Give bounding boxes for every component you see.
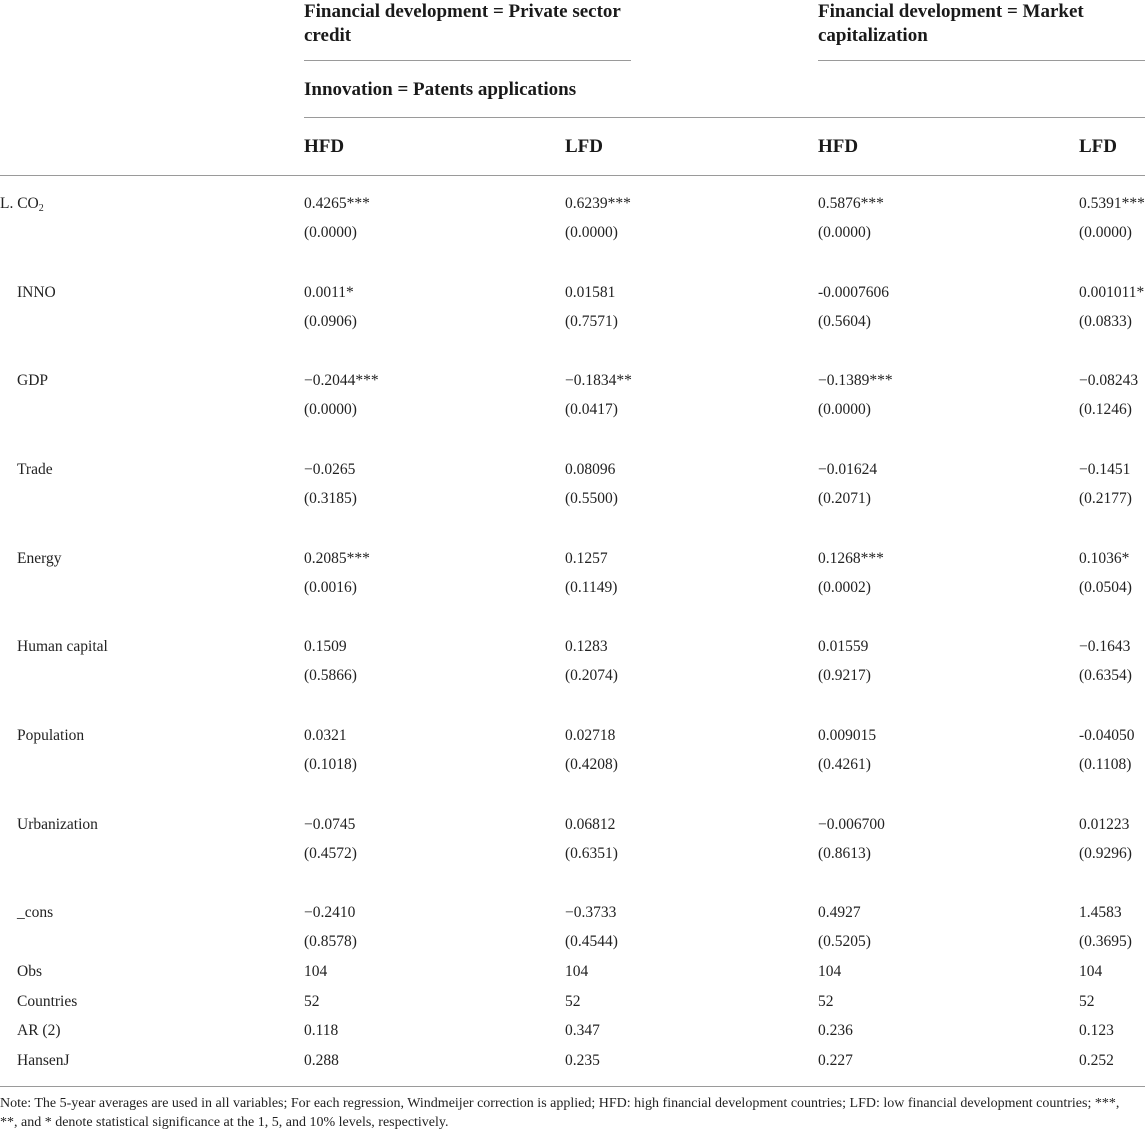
pvalue-cell: (0.4261) bbox=[818, 756, 871, 773]
pvalue-cell: (0.0000) bbox=[304, 401, 357, 418]
stat-cell: 0.123 bbox=[1079, 1022, 1114, 1039]
coef-cell: 0.1268*** bbox=[818, 550, 884, 567]
coef-cell: −0.1451 bbox=[1079, 461, 1131, 478]
stat-cell: 104 bbox=[565, 963, 589, 980]
coef-cell: 0.0321 bbox=[304, 727, 347, 744]
coef-cell: 0.01581 bbox=[565, 284, 616, 301]
stat-cell: 0.235 bbox=[565, 1052, 600, 1069]
pvalue-cell: (0.8578) bbox=[304, 933, 357, 950]
coef-cell: 0.009015 bbox=[818, 727, 877, 744]
coef-cell: −0.2410 bbox=[304, 904, 356, 921]
stat-cell: 0.252 bbox=[1079, 1052, 1114, 1069]
pvalue-cell: (0.3185) bbox=[304, 490, 357, 507]
row-label: Urbanization bbox=[17, 816, 98, 833]
coef-cell: −0.08243 bbox=[1079, 372, 1139, 389]
stat-cell: 0.227 bbox=[818, 1052, 853, 1069]
stat-cell: 52 bbox=[818, 993, 834, 1010]
pvalue-cell: (0.1149) bbox=[565, 579, 618, 596]
coef-cell: 0.01223 bbox=[1079, 816, 1130, 833]
pvalue-cell: (0.9296) bbox=[1079, 845, 1132, 862]
pvalue-cell: (0.3695) bbox=[1079, 933, 1132, 950]
coef-cell: 0.01559 bbox=[818, 638, 869, 655]
coef-cell: −0.0745 bbox=[304, 816, 356, 833]
pvalue-cell: (0.5500) bbox=[565, 490, 618, 507]
col-header-lfd-2: LFD bbox=[1079, 136, 1117, 157]
row-label: Human capital bbox=[17, 638, 108, 655]
pvalue-cell: (0.4544) bbox=[565, 933, 618, 950]
row-label: Energy bbox=[17, 550, 62, 567]
header-bottom-rule bbox=[0, 175, 1145, 176]
coef-cell: 0.08096 bbox=[565, 461, 616, 478]
row-label: _cons bbox=[17, 904, 54, 921]
coef-cell: 0.6239*** bbox=[565, 195, 631, 212]
pvalue-cell: (0.5866) bbox=[304, 667, 357, 684]
pvalue-cell: (0.7571) bbox=[565, 313, 618, 330]
coef-cell: 0.4927 bbox=[818, 904, 861, 921]
coef-cell: 0.2085*** bbox=[304, 550, 370, 567]
pvalue-cell: (0.0016) bbox=[304, 579, 357, 596]
stat-label-countries: Countries bbox=[17, 993, 78, 1010]
stat-cell: 0.236 bbox=[818, 1022, 853, 1039]
pvalue-cell: (0.8613) bbox=[818, 845, 871, 862]
coef-cell: 0.001011* bbox=[1079, 284, 1145, 301]
pvalue-cell: (0.4572) bbox=[304, 845, 357, 862]
pvalue-cell: (0.0504) bbox=[1079, 579, 1132, 596]
coef-cell: 0.1283 bbox=[565, 638, 608, 655]
coef-cell: −0.2044*** bbox=[304, 372, 379, 389]
coef-cell: -0.04050 bbox=[1079, 727, 1135, 744]
stat-label-hansenj: HansenJ bbox=[17, 1052, 70, 1069]
col-header-hfd-2: HFD bbox=[818, 136, 859, 157]
pvalue-cell: (0.5604) bbox=[818, 313, 871, 330]
pvalue-cell: (0.0000) bbox=[565, 224, 618, 241]
coef-cell: 0.1509 bbox=[304, 638, 347, 655]
pvalue-cell: (0.0000) bbox=[818, 401, 871, 418]
stat-cell: 52 bbox=[304, 993, 320, 1010]
pvalue-cell: (0.4208) bbox=[565, 756, 618, 773]
coef-cell: -0.0007606 bbox=[818, 284, 890, 301]
row-label: INNO bbox=[17, 284, 56, 301]
coef-cell: 0.5391*** bbox=[1079, 195, 1145, 212]
stat-cell: 0.288 bbox=[304, 1052, 339, 1069]
stat-cell: 0.118 bbox=[304, 1022, 339, 1039]
col-header-hfd-1: HFD bbox=[304, 136, 345, 157]
col-header-lfd-1: LFD bbox=[565, 136, 603, 157]
coef-cell: 0.1036* bbox=[1079, 550, 1130, 567]
pvalue-cell: (0.1246) bbox=[1079, 401, 1132, 418]
pvalue-cell: (0.0000) bbox=[1079, 224, 1132, 241]
group2-rule bbox=[818, 60, 1145, 61]
group1-rule bbox=[304, 60, 631, 61]
group-title-market-cap: Financial development = Market capitalization bbox=[818, 1, 1084, 46]
stat-cell: 104 bbox=[1079, 963, 1103, 980]
row-label: Trade bbox=[17, 461, 53, 478]
pvalue-cell: (0.1108) bbox=[1079, 756, 1132, 773]
pvalue-cell: (0.0833) bbox=[1079, 313, 1132, 330]
pvalue-cell: (0.2177) bbox=[1079, 490, 1132, 507]
coef-cell: −0.1389*** bbox=[818, 372, 893, 389]
coef-cell: 0.4265*** bbox=[304, 195, 370, 212]
coef-cell: 0.0011* bbox=[304, 284, 354, 301]
pvalue-cell: (0.0000) bbox=[818, 224, 871, 241]
coef-cell: 0.02718 bbox=[565, 727, 616, 744]
stat-cell: 104 bbox=[818, 963, 842, 980]
coef-cell: −0.1643 bbox=[1079, 638, 1131, 655]
coef-cell: 0.06812 bbox=[565, 816, 616, 833]
innovation-title: Innovation = Patents applications bbox=[304, 79, 577, 100]
pvalue-cell: (0.1018) bbox=[304, 756, 357, 773]
pvalue-cell: (0.0906) bbox=[304, 313, 357, 330]
table-bottom-rule bbox=[0, 1086, 1145, 1087]
pvalue-cell: (0.0002) bbox=[818, 579, 871, 596]
table-note: Note: The 5-year averages are used in all variables; For each regression, Windmeijer correction is applied; HFD: high financial development countries; LFD: low financial development countries; ***, **, and * denote statistical significance at the 1, 5, and 10% levels, respectively. bbox=[0, 1096, 1120, 1130]
coef-cell: −0.0265 bbox=[304, 461, 356, 478]
pvalue-cell: (0.5205) bbox=[818, 933, 871, 950]
coef-cell: −0.3733 bbox=[565, 904, 617, 921]
pvalue-cell: (0.0000) bbox=[304, 224, 357, 241]
coef-cell: 0.5876*** bbox=[818, 195, 884, 212]
coef-cell: 0.1257 bbox=[565, 550, 608, 567]
stat-label-ar2: AR (2) bbox=[17, 1022, 61, 1039]
pvalue-cell: (0.6354) bbox=[1079, 667, 1132, 684]
stat-label-obs: Obs bbox=[17, 963, 42, 980]
row-label: GDP bbox=[17, 372, 49, 389]
coef-cell: −0.01624 bbox=[818, 461, 878, 478]
coef-cell: −0.006700 bbox=[818, 816, 885, 833]
pvalue-cell: (0.0417) bbox=[565, 401, 618, 418]
row-label: Population bbox=[17, 727, 85, 744]
pvalue-cell: (0.2074) bbox=[565, 667, 618, 684]
pvalue-cell: (0.9217) bbox=[818, 667, 871, 684]
coef-cell: 1.4583 bbox=[1079, 904, 1122, 921]
group-title-private-credit: Financial development = Private sector credit bbox=[304, 1, 621, 46]
coef-cell: −0.1834** bbox=[565, 372, 632, 389]
innovation-rule bbox=[304, 117, 1145, 118]
pvalue-cell: (0.6351) bbox=[565, 845, 618, 862]
stat-cell: 0.347 bbox=[565, 1022, 600, 1039]
stat-cell: 104 bbox=[304, 963, 328, 980]
stat-cell: 52 bbox=[1079, 993, 1095, 1010]
stat-cell: 52 bbox=[565, 993, 581, 1010]
pvalue-cell: (0.2071) bbox=[818, 490, 871, 507]
row-label: L. $CO_2$ bbox=[0, 195, 44, 214]
